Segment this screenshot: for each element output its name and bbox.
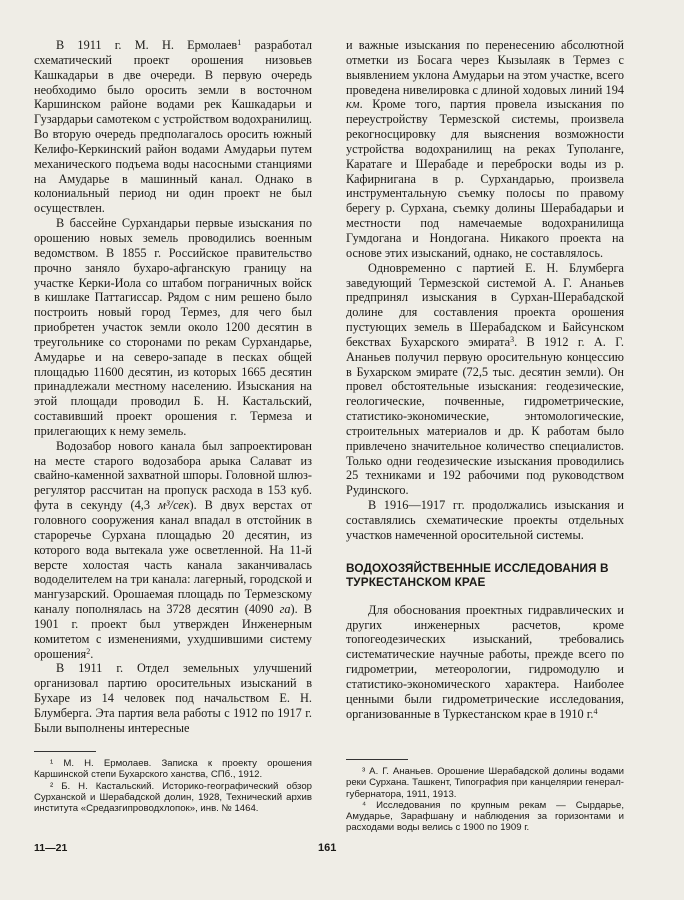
- footnote: ¹ М. Н. Ермолаев. Записка к проекту орошения Каршинской степи Бухарского ханства, СПб., 1912.: [34, 758, 312, 781]
- footnote-ref[interactable]: 4: [593, 706, 598, 716]
- right-column: [346, 38, 624, 721]
- section-heading: ВОДОХОЗЯЙСТВЕННЫЕ ИССЛЕДОВАНИЯ В ТУРКЕСТАНСКОМ КРАЕ: [346, 560, 609, 589]
- paragraph: В 1911 г. Отдел земельных улучшений организовал партию оросительных изысканий в Бухаре из 14 человек под начальством Е. Н. Блумберга. Эта партия вела работы с 1912 по 1917 г. Были выполнены интересные: [34, 661, 312, 735]
- paragraph: Для обоснования проектных гидравлических и других инженерных расчетов, кроме топогеодезических изысканий, требовались систематические научные работы, прежде всего по гидрометрии, метеорологии, гидромодулю и статистико-экономического характера. Наиболее ценными были гидрометрические исследования, организованные в Туркестанском крае в 1910 г.$^4$: [346, 602, 624, 721]
- left-column: [34, 38, 312, 736]
- footnote-divider: [34, 751, 96, 752]
- footnote-ref[interactable]: 1: [237, 38, 242, 47]
- footnote-ref[interactable]: 2: [86, 646, 91, 656]
- paragraph: В 1916—1917 гг. продолжались изыскания и составлялись схематические проекты отдельных участков намеченной оросительной системы.: [346, 498, 624, 542]
- paragraph: Одновременно с партией Е. Н. Блумберга заведующий Термезской системой А. Г. Ананьев предпринял изыскания в Сурхан-Шерабадской долине для составления проекта орошения пустующих земель в Шерабадском и Байсунском бекствах Бухарского эмирата$^3$. В 1912 г. А. Г. Ананьев получил первую оросительную концессию в Бухарском эмирате (72,5 тыс. десятин земли). Он провел обстоятельные изыскания: геодезические, геологические, почвенные, гидрометрические, статистико-экономические, энтомологические, строительных материалов и др. К работам было привлечено значительное количество специалистов. Только одни геодезические изыскания проводились 25 техниками и 192 рабочими под руководством Рудинского.: [346, 260, 624, 498]
- footnote-divider: [346, 759, 408, 760]
- paragraph: В 1911 г. М. Н. Ермолаев$^1$ разработал схематический проект орошения низовьев Кашкадарьи в две очереди. В первую очередь необходимо было оросить земли в восточном Каршинском районе водами рек Кашкадарьи и Гузардарьи самотеком с устройством водохранилищ. Во вторую очередь предполагалось оросить южный Келифо-Керкинский район водами Амударьи путем механического подъема воды насосными станциями на Амударье в машинный канал. Однако в колониальный период ни один проект не был осуществлен.: [34, 38, 312, 216]
- footnotes-right: [346, 766, 624, 834]
- footnote: ² Б. Н. Кастальский. Историко-географический обзор Сурханской и Шерабадской долин, 1928, Технический архив института «Средазгипроводхлопок», инв. № 1464.: [34, 780, 312, 815]
- paragraph: Водозабор нового канала был запроектирован на месте старого водозабора арыка Салават из свайно-каменной захватной шпоры. Головной шлюз-регулятор рассчитан на пропуск расхода в 153 куб. фута в секунду (4,3 м³/сек). В двух верстах от головного сооружения канал впадал в отстойник в староречье Сурхана площадью 20 десятин, из которого вода вытекала уже осветленной. На 11-й версте холостая часть канала заканчивалась вододелителем на три канала: лагерный, городской и мангузарский. Орошаемая площадь по Термезскому каналу пополнялась на 3728 десятин (4090 га). В 1901 г. проект был утвержден Инженерным комитетом с изменениями, ухудшившими систему орошения$^2$.: [34, 438, 312, 661]
- footnote: ³ А. Г. Ананьев. Орошение Шерабадской долины водами реки Сурхана. Ташкент, Типография при канцелярии генерал-губернатора, 1911, 1913.: [346, 766, 624, 800]
- footnotes-left: [34, 758, 312, 814]
- paragraph: В бассейне Сурхандарьи первые изыскания по орошению новых земель проводились военным ведомством. В 1855 г. Российское правительство прочно заняло бухаро-афганскую границу на участке Керки-Иола со штабом пограничных войск в кишлаке Паттагиссар. Рядом с ним решено было построить новый город Термез, для чего был приобретен участок земли около 1200 десятин в треугольнике со сторонами по рекам Сурхандарье, Амударье и на северо-западе в песках общей площадью 11600 десятин, из которых 1665 десятин принадлежали местному населению. Изыскания на этой площади проводил Б. Н. Кастальский, составивший проект орошения г. Термеза и прилегающих к нему земель.: [34, 216, 312, 438]
- paragraph: и важные изыскания по перенесению абсолютной отметки из Босага через Кызылаяк в Термез с выявлением уклона Амударьи на этом участке, всего проведена нивелировка с длиной ходовых линий 194 км. Кроме того, партия провела изыскания по переустройству Термезской системы, произвела рекогносцировку для выяснения возможности устройства водохранилищ на реках Туполанге, Каратаге и Шерабаде и переброски воды из р. Кафирнигана в р. Сурхандарью, произвела инструментальную съемку полосы по правому берегу р. Сурхана, съемку долины Шерабадарьи и местности под намечаемые водохранилища Гумдогана и Нондогана. Никакого проекта на основе этих изысканий, однако, не составлялось.: [346, 38, 624, 260]
- footnote-ref[interactable]: 3: [510, 334, 515, 344]
- footnote: ⁴ Исследования по крупным рекам — Сырдарье, Амударье, Зарафшану и наблюдения за горизонтами и расходами воды велись с 1900 по 1909 г.: [346, 799, 624, 834]
- printer-signature: 11—21: [34, 842, 68, 854]
- page-number: 161: [318, 842, 337, 854]
